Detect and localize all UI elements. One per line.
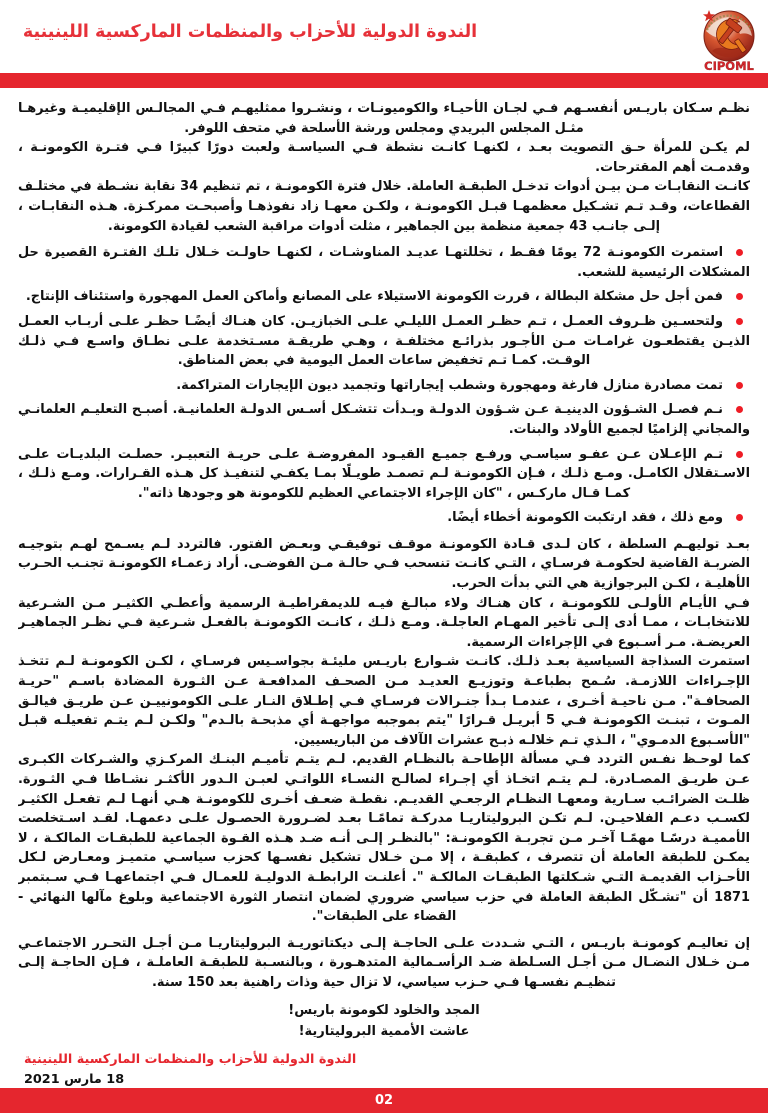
slogan-line: عاشت الأممية البروليتارية! xyxy=(298,1024,470,1039)
page-title: الندوة الدولية للأحزاب والمنظمات الماركسية اللينينية xyxy=(22,22,478,42)
bullet-dot-icon xyxy=(736,514,743,521)
bullet-dot-icon xyxy=(736,382,743,389)
closing-slogans xyxy=(0,1000,768,1042)
bullet-dot-icon xyxy=(736,406,743,413)
footer-organization: الندوة الدولية للأحزاب والمنظمات الماركسية اللينينية xyxy=(24,1052,357,1067)
bullet-item xyxy=(18,400,750,439)
bullet-text: تـم الإعـلان عـن عفـو سياسـي ورفـع جميـع القيـود المفروضـة علـى حريـة التعبيـر. حصلـت البلديـات علـى الاسـتقلال الكامـل. ومـع ذلـك ، فـإن الكومونـة لـم تصمـد طويـلًا بمـا يكفـي لتنفيـذ كل هـذه القـرارات. ومـع ذلـك ، كمـا قـال ماركـس ، "كان الإجراء الاجتماعي العظيم للكومونة هو وجودها ذاته". xyxy=(18,446,750,501)
bullet-item xyxy=(18,508,750,528)
logo-wordmark: CIPOML xyxy=(704,59,754,73)
bullet-item xyxy=(18,287,750,307)
paragraph: نظـم سـكان باريـس أنفسـهم فـي لجـان الأحيـاء والكوميونـات ، ونشـروا ممثليهـم فـي المجالـس الإقليميـة وغيرهـا مثـل المجلس البريدي ومجلس ورشة الأسلحة في متحف اللوفر. xyxy=(18,101,750,136)
bullet-text: ولتحسـين ظـروف العمـل ، تـم حظـر العمـل الليلـي علـى الخبازيـن. كان هنـاك أيضًـا حظـر علـى أربـاب العمـل الذيـن يقتطعـون غرامـات مـن الأجـور بذرائـع مختلفـة ، وهـي طريقـة مسـتخدمة علـى نطـاق واسـع فـي ذلـك الوقـت. كمـا تـم تخفيض ساعات العمل اليومية في بعض المناطق. xyxy=(18,313,750,369)
article-body xyxy=(18,99,750,1001)
bullet-item xyxy=(18,312,750,371)
bullet-text: استمرت الكومونـة 72 يومًا فقـط ، تخللتهـا عديـد المناوشـات ، لكنهـا حاولـت خـلال تلـك الفتـرة القصيرة حل المشكلات الرئيسية للشعب. xyxy=(18,245,750,280)
paragraph: استمرت السذاجة السياسية بعـد ذلـك. كانـت شـوارع باريـس مليئـة بجواسـيس فرسـاي ، لكـن الكومونـة لـم تتخـذ الإجـراءات اللازمـة. سُـمح بطباعـة وتوزيـع العديـد مـن الصحـف المدافعـة عـن الثـورة المضادة باسـم "حريـة الصحافـة". مـن ناحيـة أخـرى ، عندمـا بـدأ جنـرالات فرسـاي فـي إطـلاق النـار علـى الكومونييـن عـن طريـق فيالـق المـوت ، تبنـت الكومونـة فـي 5 أبريـل قـرارًا "يتم بموجبه مواجهـة أي مذبحـة بالـدم" ولكـن لـم يتـم تفعيلـه قبـل "الأسـبوع الدمـوي" ، الـذي تـم خلالـه ذبـح عشرات الآلاف من الباريسيين. xyxy=(18,654,750,748)
paragraph: إن تعاليـم كومونـة باريـس ، التـي شـددت علـى الحاجـة إلـى ديكتاتوريـة البروليتاريـا مـن أجـل التحـرر الاجتماعـي مـن خـلال النضـال مـن أجـل السـلطة ضـد الرأسـمالية المتدهـورة ، وبالنسـبة للطبقـة العاملـة ، فـإن الحاجـة إلـى تنظيـم نفسـها فـي حـزب سياسي، لا تزال حية وذات راهنية بعد 150 سنة. xyxy=(18,935,750,990)
page-number: 02 xyxy=(374,1093,394,1108)
bullet-dot-icon xyxy=(736,318,743,325)
bullet-dot-icon xyxy=(736,451,743,458)
paragraph: لم يكـن للمرأة حـق التصويت بعـد ، لكنهـا كانـت نشطة فـي السياسـة ولعبت دورًا كبيرًا فـي فتـرة الكومونـة ، وقدمـت أهم المقترحات. xyxy=(18,140,750,175)
header-divider-bar xyxy=(0,73,768,88)
paragraph: كانـت النقابـات مـن بيـن أدوات تدخـل الطبقـة العاملة. خلال فترة الكومونـة ، تم تنظيم 34 نقابة نشـطة في مختلـف القطاعات، وقـد تـم تشـكيل معظمهـا قبـل الكومونـة ، ولكـن معهـا زاد نفوذهـا وأصبحـت ممركـزة. هـذه النقابـات ، إلـى جانـب 43 جمعية منظمة بين الجماهير ، مثلت أدوات مراقبة الشعب لقيادة الكومونة. xyxy=(18,179,750,234)
bullet-dot-icon xyxy=(736,249,743,256)
bullet-item xyxy=(18,243,750,282)
slogan-line: المجد والخلود لكومونة باريس! xyxy=(288,1003,480,1018)
paragraph: فـي الأيـام الأولـى للكومونـة ، كان هنـاك ولاء مبالـغ فيـه للديمقراطيـة الرسمية وأعطـي الكثيـر مـن الشـرعية للانتخابـات ، ممـا أدى إلـى تأخير المهـام العاجلـة. ومـع ذلـك ، كانـت الكومونـة بالفعـل شـرعية فـي نظـر الجماهيـر العريضـة. مـر أسـبوع في الإجراءات الرسمية. xyxy=(18,595,750,650)
bullet-text: ومع ذلك ، فقد ارتكبت الكومونة أخطاء أيضًا. xyxy=(447,510,723,526)
bullet-text: نـم فصـل الشـؤون الدينيـة عـن شـؤون الدولـة وبـدأت تتشـكل أسـس الدولـة العلمانيـة. أصبـح التعليـم العلمانـي والمجاني إلزاميًا لجميع الأولاد والبنات. xyxy=(18,402,750,437)
footer-signature xyxy=(24,1050,356,1090)
bullet-dot-icon xyxy=(736,293,743,300)
bullet-item xyxy=(18,376,750,396)
bullet-text: فمن أجل حل مشكلة البطالة ، قررت الكومونة الاستيلاء على المصانع وأماكن العمل المهجورة واستئناف الإنتاج. xyxy=(25,289,723,305)
bullet-item xyxy=(18,445,750,504)
footer-date: 18 مارس 2021 xyxy=(24,1072,125,1087)
paragraph: كما لوحـظ نفـس التردد فـي مسألة الإطاحـة بالنظـام القديم. لـم يتـم تأميـم البنـك المركـزي والشـركات الكبـرى عـن طريـق المصـادرة. لـم يتـم اتخـاذ أي إجـراء لصالـح النسـاء اللواتـي لعبـن الـدور الأكثـر نشـاطا فـي الثـورة. ظلـت الضرائـب سـارية ومعهـا النظـام الرجعـي القديـم. نقطـة ضعـف أخـرى للكومونـة هـي أنهـا لـم تفعـل الكثيـر لكسـب دعـم الفلاحيـن. لـم تكـن البروليتاريـا مدركـة تمامًـا بعـد لضـرورة الحصـول علـى دعمهـا. لقـد اسـتخلصت الأمميـة درسًـا مهمًـا آخـر مـن تجربـة الكومونـة: "بالنظـر إلـى أنـه ضـد هـذه القـوة الجماعية للطبقـات المالكـة ، لا يمكـن للطبقة العاملة أن تتصرف ، كطبقـة ، إلا مـن خـلال تشكيل نفسـها كحزب سياسـي متميـز ومعـارض لـكل الأحـزاب القديمـة التـي شـكلتها الطبقـات المالكـة ". أعلنـت الرابطـة الدوليـة للعمـال فـي اجتماعهـا فـي سـبتمبر 1871 أن "تشـكّل الطبقة العاملة في حزب سياسي ضروري لضمان انتصار الثورة الاجتماعية وبلوغ مآلها النهائي - القضاء على الطبقات". xyxy=(18,752,750,925)
page-number-bar xyxy=(0,1088,768,1113)
cipoml-logo-icon xyxy=(692,5,764,73)
paragraph: بعـد توليهـم السلطة ، كان لـدى قـادة الكومونـة موقـف توفيقـي وبعـض الفتور. فالتردد لـم يسـمح لهـم بتوجيـه الضربـة القاضية لحكومـة فرسـاي ، التـي كانـت تنسحب فـي حالـة مـن الفوضـى. أراد زعمـاء الكومونـة تجنـب الحـرب الأهليـة ، لكـن البرجوازية هي التي بدأت الحرب. xyxy=(18,536,750,592)
bullet-text: تمت مصادرة منازل فارغة ومهجورة وشطب إيجاراتها وتجميد ديون الإيجارات المتراكمة. xyxy=(176,377,723,393)
